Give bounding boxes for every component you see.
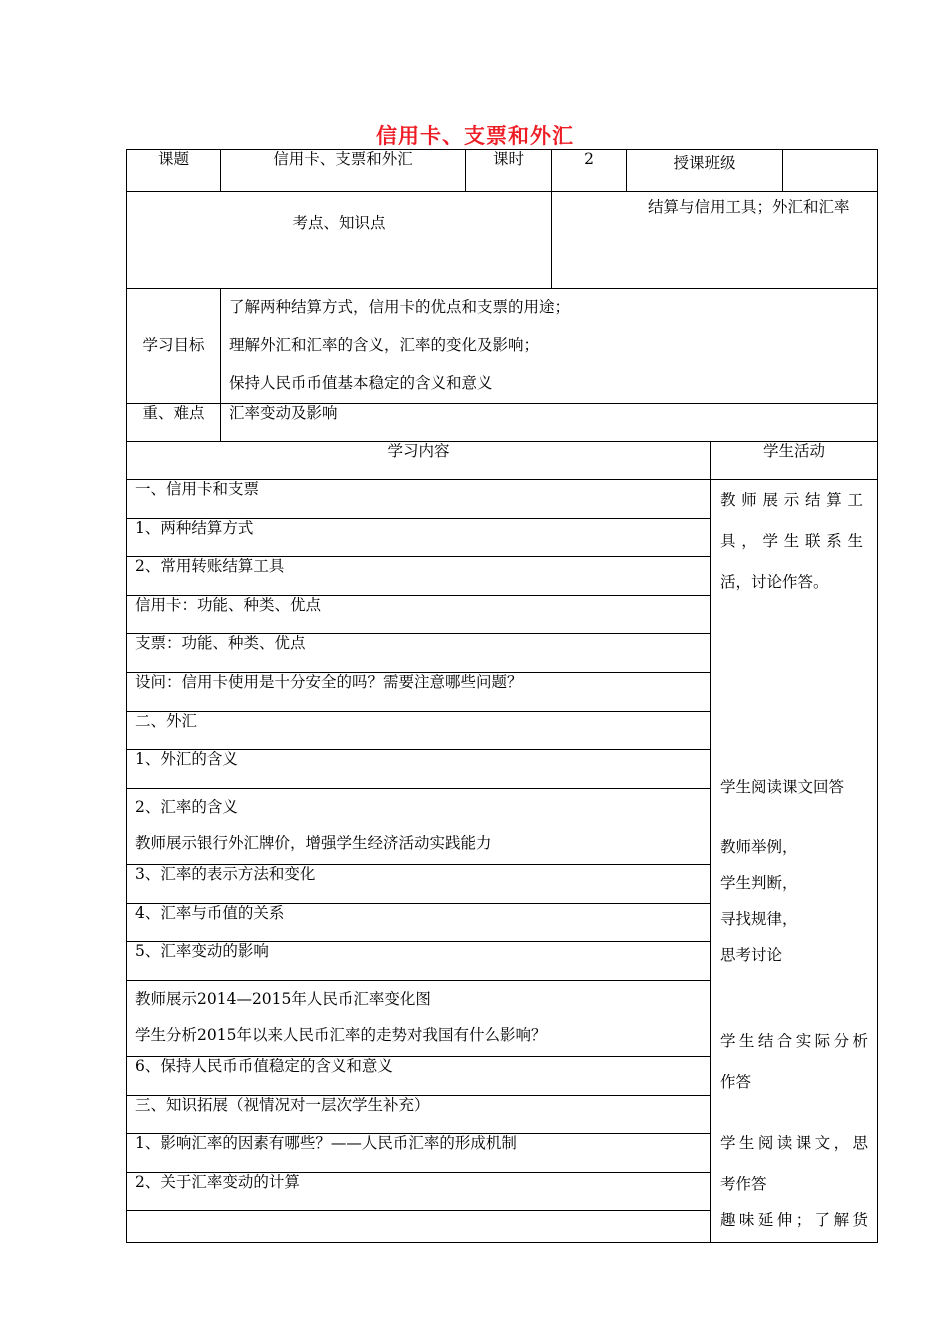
content-header-row — [127, 442, 878, 480]
content-cell — [127, 980, 711, 1056]
activity-line: 学生结合实际分析 — [720, 1032, 869, 1050]
topic-value: 信用卡、支票和外汇 — [221, 150, 466, 192]
activity-line: 学生阅读课文回答 — [720, 778, 845, 796]
objective-item: 理解外汇和汇率的含义，汇率的变化及影响； — [229, 336, 540, 355]
key-points-row — [127, 404, 878, 442]
knowledge-value: 结算与信用工具；外汇和汇率 — [552, 192, 878, 289]
content-cell: 二、外汇 — [127, 711, 711, 750]
activity-line: 具，学生联系生 — [720, 532, 869, 550]
content-cell: 5、汇率变动的影响 — [127, 942, 711, 981]
activity-column — [711, 480, 878, 1243]
content-line: 学生分析2015年以来人民币汇率的走势对我国有什么影响？ — [135, 1026, 547, 1045]
content-cell: 6、保持人民币币值稳定的含义和意义 — [127, 1056, 711, 1095]
key-points-value: 汇率变动及影响 — [221, 404, 878, 442]
content-cell — [127, 1211, 711, 1243]
content-line: 教师展示银行外汇牌价，增强学生经济活动实践能力 — [135, 834, 492, 853]
objectives-row — [127, 289, 878, 404]
objective-item: 了解两种结算方式，信用卡的优点和支票的用途； — [229, 298, 571, 317]
activity-header: 学生活动 — [711, 442, 878, 480]
content-cell — [127, 788, 711, 864]
content-line: 教师展示2014—2015年人民币汇率变化图 — [135, 990, 431, 1009]
activity-line: 寻找规律， — [720, 910, 798, 928]
activity-line: 考作答 — [720, 1175, 767, 1193]
content-cell: 1、影响汇率的因素有哪些？——人民币汇率的形成机制 — [127, 1134, 711, 1173]
activity-line: 教师展示结算工 — [720, 491, 869, 509]
activity-line: 教师举例， — [720, 838, 798, 856]
content-cell: 设问：信用卡使用是十分安全的吗？需要注意哪些问题？ — [127, 672, 711, 711]
content-cell: 3、汇率的表示方法和变化 — [127, 864, 711, 903]
content-cell: 一、信用卡和支票 — [127, 480, 711, 519]
content-cell: 1、两种结算方式 — [127, 518, 711, 557]
activity-line: 学生阅读课文，思 — [720, 1134, 869, 1152]
knowledge-label: 考点、知识点 — [127, 192, 552, 289]
activity-line: 思考讨论 — [720, 946, 783, 964]
activity-line: 作答 — [720, 1073, 752, 1091]
content-cell: 1、外汇的含义 — [127, 750, 711, 789]
key-points-label: 重、难点 — [127, 404, 221, 442]
activity-line: 活，讨论作答。 — [720, 573, 829, 591]
content-header: 学习内容 — [127, 442, 711, 480]
content-cell: 4、汇率与币值的关系 — [127, 903, 711, 942]
content-cell: 2、关于汇率变动的计算 — [127, 1172, 711, 1211]
content-cell: 信用卡：功能、种类、优点 — [127, 595, 711, 634]
header-row — [127, 150, 878, 192]
topic-label: 课题 — [127, 150, 221, 192]
content-line: 2、汇率的含义 — [135, 798, 238, 817]
page-title: 信用卡、支票和外汇 — [376, 123, 574, 148]
knowledge-row — [127, 192, 878, 289]
content-cell: 支票：功能、种类、优点 — [127, 634, 711, 673]
objective-item: 保持人民币币值基本稳定的含义和意义 — [229, 374, 493, 393]
objectives-label: 学习目标 — [127, 289, 221, 404]
class-label: 授课班级 — [627, 150, 783, 192]
content-cell: 2、常用转账结算工具 — [127, 557, 711, 596]
lesson-plan-table — [126, 149, 878, 1243]
class-value — [783, 150, 878, 192]
activity-line: 学生判断， — [720, 874, 798, 892]
content-row — [127, 480, 878, 519]
content-cell: 三、知识拓展（视情况对一层次学生补充） — [127, 1095, 711, 1134]
objectives-list — [221, 289, 878, 404]
hours-label: 课时 — [466, 150, 552, 192]
hours-value: 2 — [552, 150, 627, 192]
activity-line: 趣味延伸；了解货 — [720, 1211, 869, 1229]
